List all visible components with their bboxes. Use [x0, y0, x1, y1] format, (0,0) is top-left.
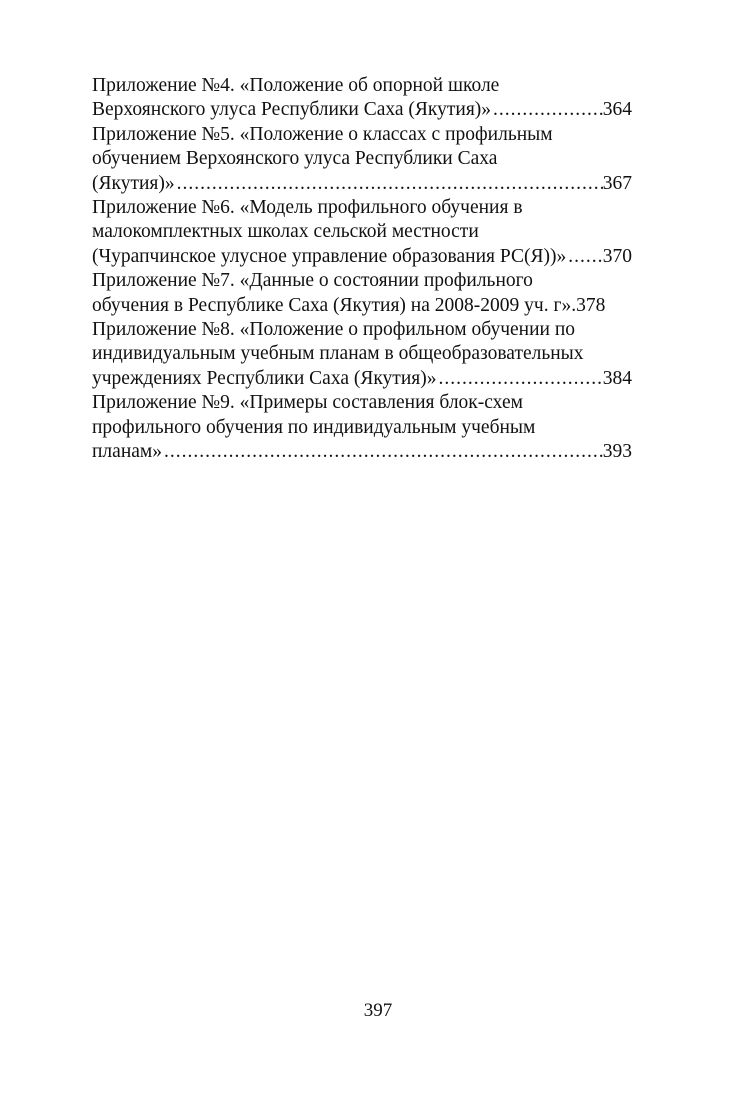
- dot-leader: [175, 172, 603, 196]
- toc-entry-last-line: [92, 367, 632, 391]
- toc-page-number: 370: [602, 245, 632, 267]
- toc-entry-line: (Якутия)»: [92, 172, 175, 194]
- toc-entry-line: Приложение №9. «Примеры составления блок-схем: [92, 392, 523, 414]
- toc-entry-last-line: [92, 172, 632, 196]
- dot-leader: [436, 367, 602, 391]
- toc-page-number: 367: [602, 172, 632, 194]
- page-number: 397: [363, 1000, 393, 1021]
- dot-leader: [491, 98, 603, 122]
- toc-entry-line: обучением Верхоянского улуса Республики Саха: [92, 148, 498, 170]
- toc-entry-appendix-7: [92, 269, 632, 318]
- toc-entry-appendix-6: [92, 196, 632, 269]
- toc-entry-line: планам»: [92, 441, 163, 463]
- toc-entry-appendix-4: [92, 74, 632, 123]
- toc-entry-last-line: [92, 440, 632, 464]
- toc-entry-last-line: [92, 245, 632, 269]
- table-of-contents: [92, 74, 632, 465]
- toc-entry-appendix-8: [92, 318, 632, 391]
- dot-leader: [162, 440, 603, 464]
- dot-leader: [566, 245, 603, 269]
- toc-entry-line: Верхоянского улуса Республики Саха (Якутия)»: [92, 99, 492, 121]
- toc-page-number: 364: [602, 99, 632, 121]
- toc-entry-line: Приложение №4. «Положение об опорной школе: [92, 75, 500, 96]
- toc-entry-appendix-5: [92, 123, 632, 196]
- toc-entry-line: индивидуальным учебным планам в общеобразовательных: [92, 343, 584, 365]
- toc-entry-line: профильного обучения по индивидуальным учебным: [92, 416, 536, 438]
- toc-entry-line: Приложение №8. «Положение о профильном обучении по: [92, 319, 576, 341]
- toc-page-number: 378: [576, 294, 606, 316]
- toc-entry-last-line: [92, 98, 632, 122]
- toc-page-number: 384: [602, 367, 632, 389]
- toc-entry-line: (Чурапчинское улусное управление образования РС(Я))»: [92, 245, 567, 267]
- toc-entry-line: Приложение №7. «Данные о состоянии профильного: [92, 270, 533, 292]
- toc-entry-line: Приложение №6. «Модель профильного обучения в: [92, 197, 523, 219]
- toc-entry-last-line: [92, 294, 632, 318]
- toc-entry-line: малокомплектных школах сельской местности: [92, 221, 479, 243]
- toc-entry-line: обучения в Республике Саха (Якутия) на 2008-2009 уч. г».: [92, 294, 577, 316]
- toc-page-number: 393: [602, 441, 632, 463]
- toc-entry-appendix-9: [92, 391, 632, 464]
- toc-entry-line: учреждениях Республики Саха (Якутия)»: [92, 367, 437, 389]
- toc-entry-line: Приложение №5. «Положение о классах с профильным: [92, 123, 553, 145]
